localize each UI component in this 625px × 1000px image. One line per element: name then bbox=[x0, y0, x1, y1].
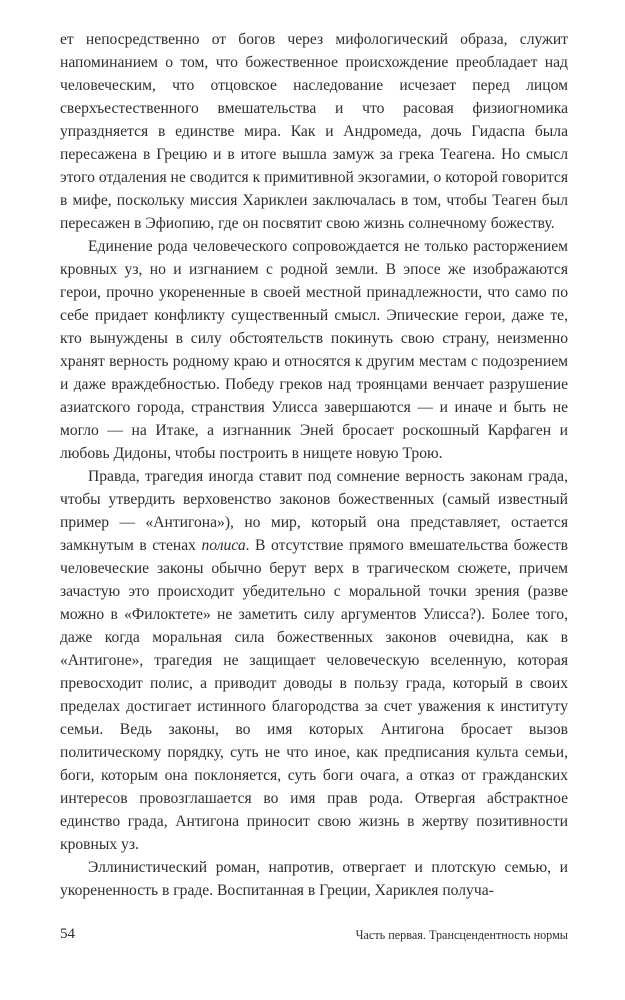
text-run: . В отсутствие прямого вмешательства божеств человеческие законы обычно берут верх в трагическом сюжете, причем зачастую это происходит убедительно с моральной точки зрения (разве можно в «Филоктете» не заметить силу аргументов Улисса?). Более того, даже когда моральная сила божественных законов очевидна, как в «Антигоне», трагедия не защищает человеческую вселенную, которая превосходит полис, а приводит доводы в пользу града, который в своих пределах достигает истинного благородства за счет уважения к институту семьи. Ведь законы, во имя которых Антигона бросает вызов политическому порядку, суть не что иное, как предписания культа семьи, боги, которым она поклоняется, суть боги очага, а отказ от гражданских интересов провозглашается во имя прав рода. Отвергая абстрактное единство града, Антигона приносит свою жизнь в жертву позитивности кровных уз. bbox=[60, 537, 568, 853]
paragraph bbox=[60, 856, 568, 902]
page-footer bbox=[60, 924, 568, 946]
running-head: Часть первая. Трансцендентность нормы bbox=[355, 928, 568, 942]
page-number: 54 bbox=[60, 926, 75, 942]
paragraph bbox=[60, 235, 568, 465]
text-run: ет непосредственно от богов через мифологический образа, служит напоминанием о том, что божественное происхождение преобладает над человеческим, что отцовское наследование исчезает перед лицом сверхъестественного вмешательства и что расовая физиогномика упраздняется в единстве мира. Как и Андромеда, дочь Гидаспа была пересажена в Грецию и в итоге вышла замуж за грека Теагена. Но смысл этого отдаления не сводится к примитивной экзогамии, о которой говорится в мифе, поскольку миссия Хариклеи заключалась в том, чтобы Теаген был пересажен в Эфиопию, где он посвятит свою жизнь солнечному божеству. bbox=[60, 31, 568, 232]
body-text bbox=[60, 28, 568, 902]
text-run: Единение рода человеческого сопровождается не только расторжением кровных уз, но и изгнанием с родной земли. В эпосе же изображаются герои, прочно укорененные в своей местной принадлежности, что само по себе придает конфликту существенный смысл. Эпические герои, даже те, кто вынуждены в силу обстоятельств покинуть свою страну, неизменно хранят верность родному краю и относятся к другим местам с подозрением и даже враждебностью. Победу греков над троянцами венчает разрушение азиатского города, странствия Улисса завершаются — и иначе и быть не могло — на Итаке, а изгнанник Эней бросает роскошный Карфаген и любовь Дидоны, чтобы построить в нищете новую Трою. bbox=[60, 238, 568, 462]
text-run: Эллинистический роман, напротив, отвергает и плотскую семью, и укорененность в граде. Воспитанная в Греции, Хариклея получа- bbox=[60, 859, 568, 899]
text-run: Правда, трагедия иногда ставит под сомнение верность законам града, чтобы утвердить верховенство законов божественных (самый известный пример — «Антигона»), но мир, который она представляет, остается замкнутым в стенах bbox=[60, 468, 568, 554]
paragraph bbox=[60, 465, 568, 856]
italic-term: полиса bbox=[201, 537, 246, 554]
paragraph bbox=[60, 28, 568, 235]
